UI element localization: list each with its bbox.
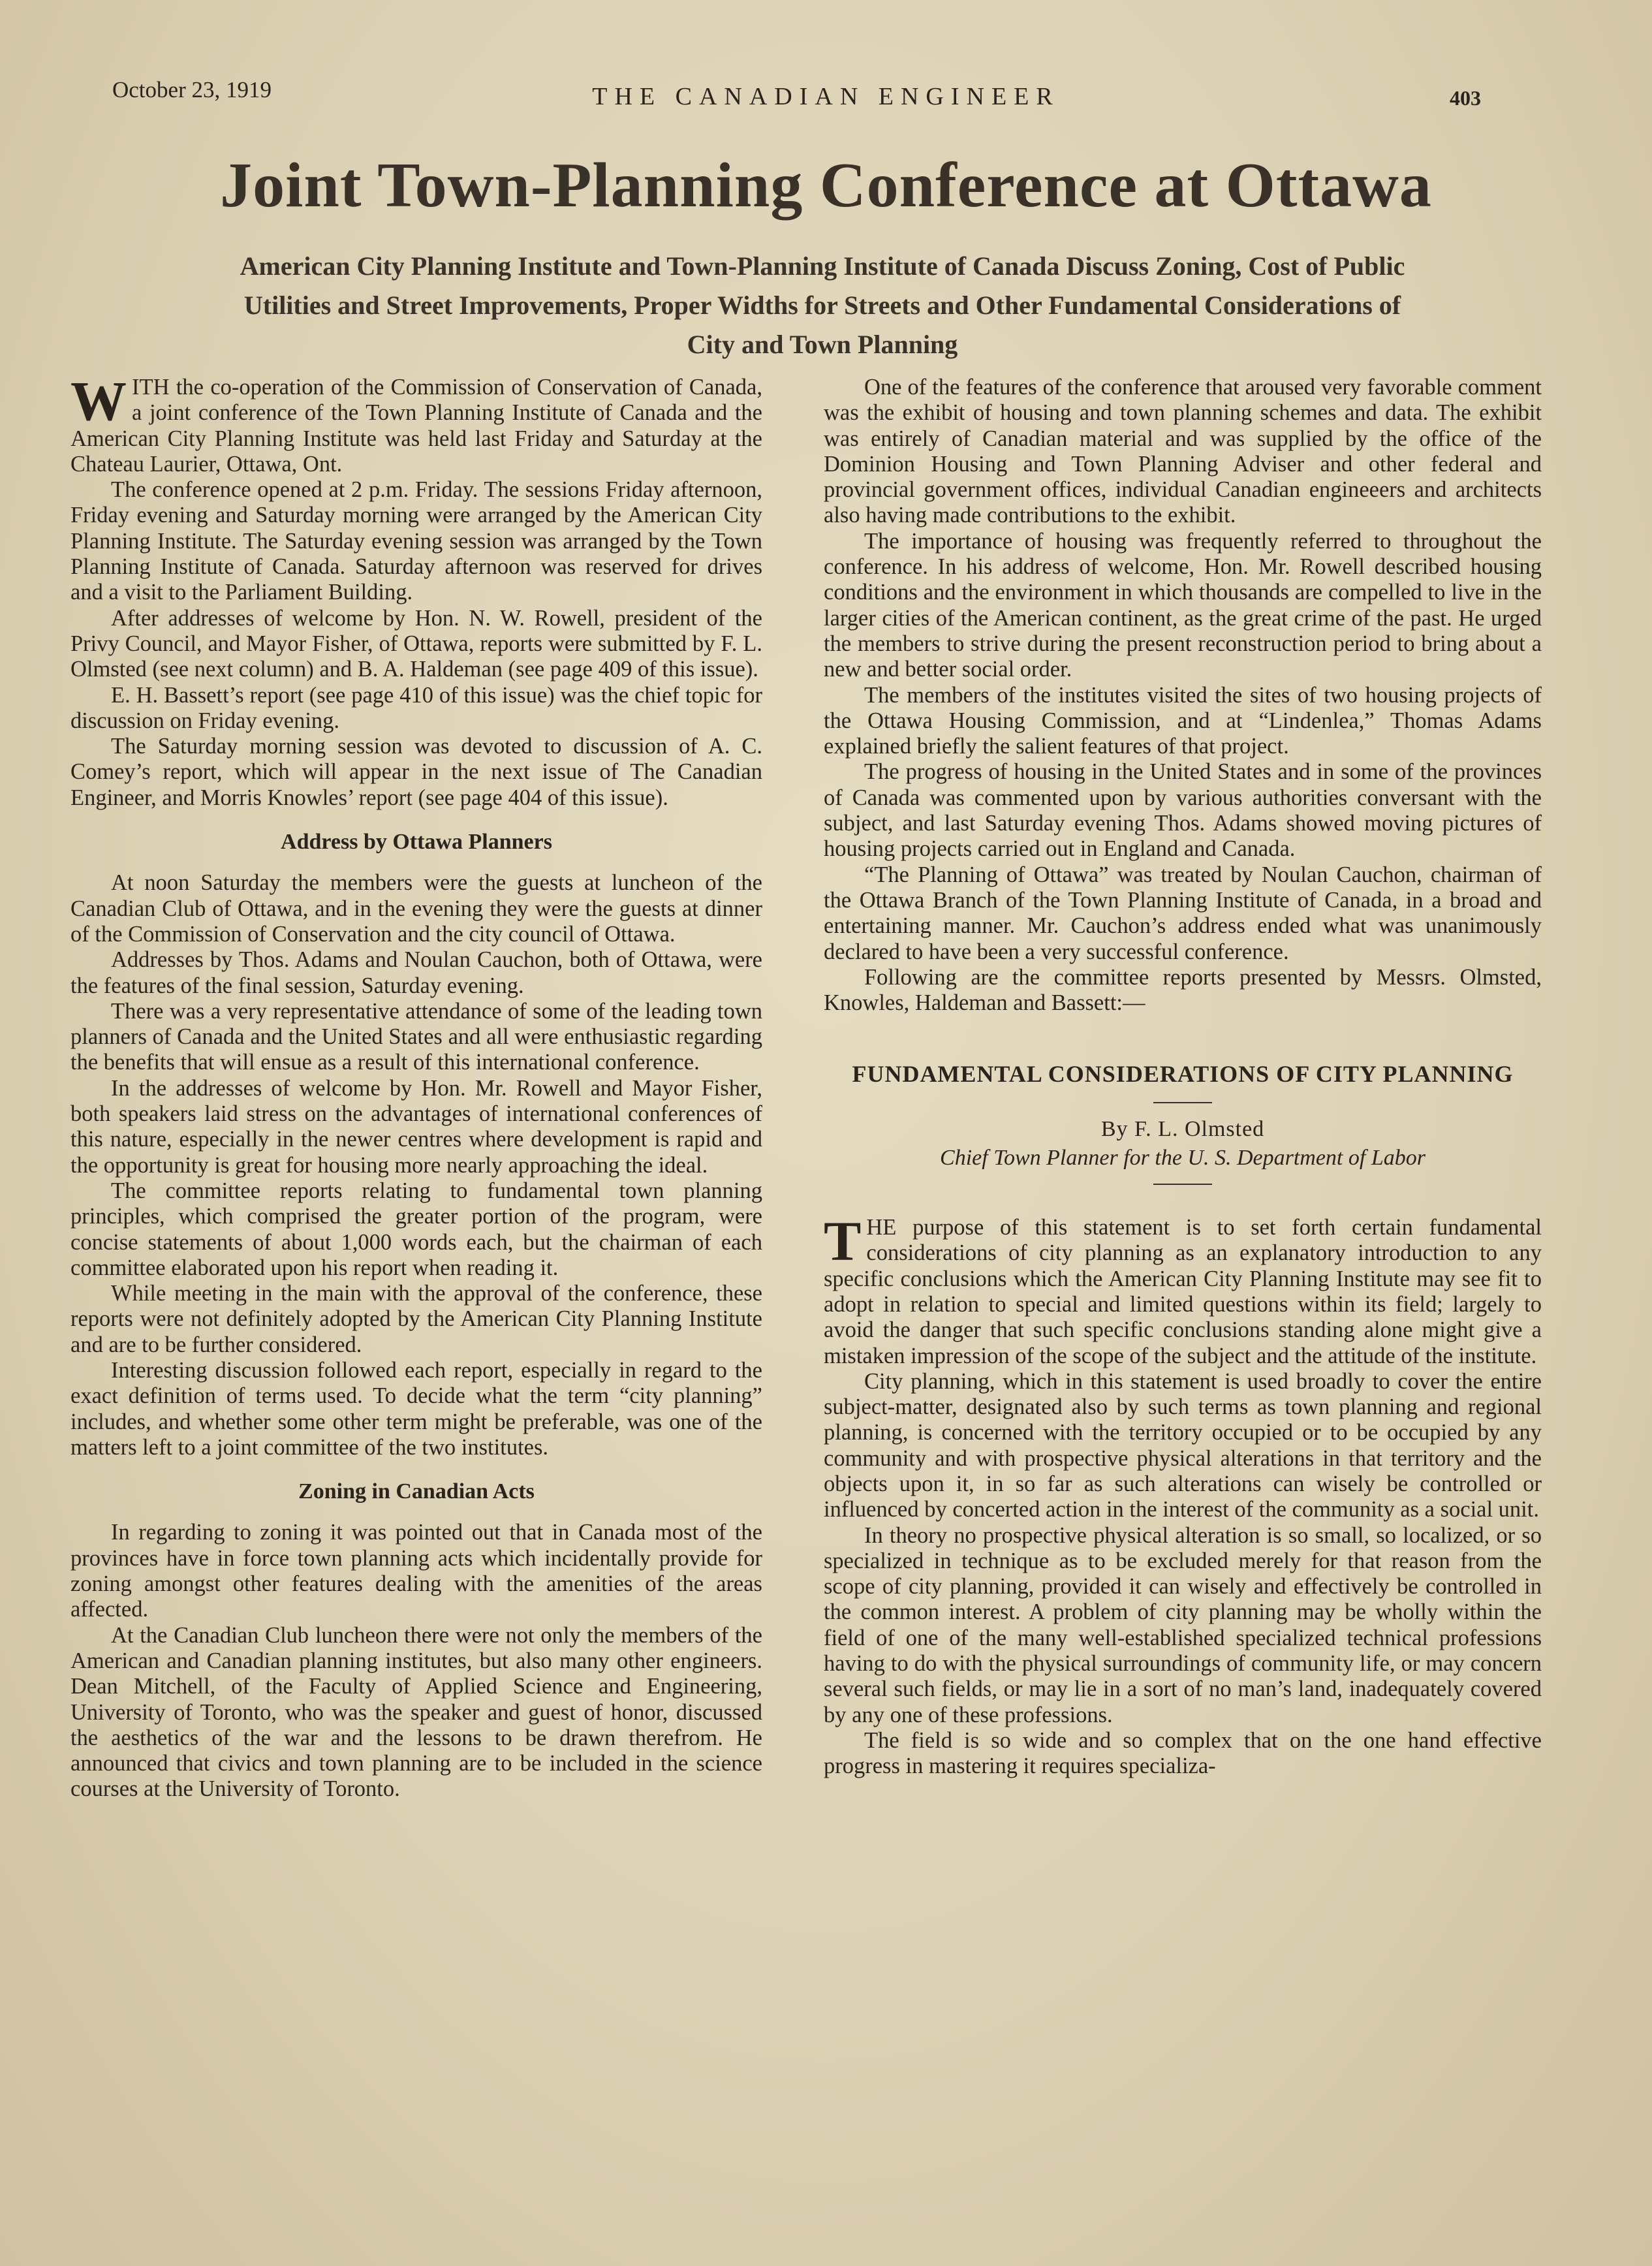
paragraph: At the Canadian Club luncheon there were not only the members of the American and Canadian planning institutes, but also many other engineers. Dean Mitchell, of the Faculty of Applied Science and Engineering, University of Toronto, who was the speaker and guest of honor, discussed the aesthetics of the war and the lessons to be drawn therefrom. He announced that civics and town planning are to be included in the science courses at the University of Toronto. (70, 1622, 762, 1802)
paragraph: In the addresses of welcome by Hon. Mr. Rowell and Mayor Fisher, both speakers laid stress on the advantages of international conferences of this nature, especially in the newer centres where development is rapid and the opportunity is great for housing more nearly approaching the ideal. (70, 1075, 762, 1178)
issue-date: October 23, 1919 (112, 77, 272, 102)
left-column (70, 370, 762, 1802)
paragraph: “The Planning of Ottawa” was treated by Noulan Cauchon, chairman of the Ottawa Branch of the Town Planning Institute of Canada, in a broad and entertaining manner. Mr. Cauchon’s address ended what was unanimously declared to have been a very successful conference. (824, 862, 1542, 964)
subhead: Address by Ottawa Planners (281, 830, 552, 855)
paragraph: After addresses of welcome by Hon. N. W. Rowell, president of the Privy Council, and Mayor Fisher, of Ottawa, reports were submitted by F. L. Olmsted (see next column) and B. A. Haldeman (see page 409 of this issue). (70, 605, 762, 682)
paragraph-text: HE purpose of this statement is to set forth certain fundamental considerations of city planning as an explanatory introduction to any specific conclusions which the American City Planning Institute may see fit to adopt in relation to special and limited questions within its field; largely to avoid the danger that such specific conclusions standing alone might give a mistaken impression of the scope of the subject and the attitude of the institute. (824, 1215, 1542, 1368)
paragraph: In regarding to zoning it was pointed out that in Canada most of the provinces have in force town planning acts which incidentally provide for zoning amongst other features dealing with the amenities of the areas affected. (70, 1520, 762, 1622)
paragraph: E. H. Bassett’s report (see page 410 of this issue) was the chief topic for discussion on Friday evening. (70, 682, 762, 733)
paragraph: Addresses by Thos. Adams and Noulan Cauchon, both of Ottawa, were the features of the final session, Saturday evening. (70, 947, 762, 998)
paragraph: In theory no prospective physical alteration is so small, so localized, or so specialized in technique as to be excluded merely for that reason from the scope of city planning, provided it can wisely and effectively be controlled in the common interest. A problem of city planning may be wholly within the field of one of the many well-established specialized technical professions having to do with the physical surroundings of community life, or may concern several such fields, or may lie in a sort of no man’s land, inadequately covered by any one of these professions. (824, 1522, 1542, 1727)
divider (1153, 1102, 1212, 1103)
page-number: 403 (1450, 86, 1481, 110)
paragraph: City planning, which in this statement is used broadly to cover the entire subject-matter, designated also by such terms as town planning and regional planning, is concerned with the territory occupied or to be occupied by any community and with prospective physical alterations in that territory and the objects upon it, in so far as such alterations can wisely be controlled or influenced by concerted action in the interest of the community as a social unit. (824, 1368, 1542, 1522)
paragraph: Following are the committee reports presented by Messrs. Olmsted, Knowles, Haldeman and Bassett:— (824, 964, 1542, 1016)
byline: By F. L. Olmsted (1100, 1117, 1265, 1142)
paragraph: The conference opened at 2 p.m. Friday. The sessions Friday afternoon, Friday evening and Saturday morning were arranged by the American City Planning Institute. The Saturday evening session was arranged by the Town Planning Institute of Canada. Saturday afternoon was reserved for drives and a visit to the Parliament Building. (70, 477, 762, 605)
section-title: FUNDAMENTAL CONSIDERATIONS OF CITY PLANNING (852, 1061, 1514, 1088)
divider (1153, 1184, 1212, 1185)
paragraph (70, 370, 762, 477)
paragraph (824, 1210, 1542, 1369)
paragraph: There was a very representative attendance of some of the leading town planners of Canada and the United States and all were enthusiastic regarding the benefits that will ensue as a result of this international conference. (70, 998, 762, 1075)
paragraph: At noon Saturday the members were the guests at luncheon of the Canadian Club of Ottawa, and in the evening they were the guests at dinner of the Commission of Conservation and the city council of Ottawa. (70, 870, 762, 947)
journal-title: THE CANADIAN ENGINEER (592, 83, 1060, 110)
paragraph: The members of the institutes visited the sites of two housing projects of the Ottawa Housing Commission, and at “Lindenlea,” Thomas Adams explained briefly the salient features of that project. (824, 682, 1542, 759)
paragraph: While meeting in the main with the approval of the conference, these reports were not definitely adopted by the American City Planning Institute and are to be further considered. (70, 1281, 762, 1357)
drop-cap: T (824, 1210, 862, 1273)
paragraph: The committee reports relating to fundamental town planning principles, which comprised the greater portion of the program, were concise statements of about 1,000 words each, but the chairman of each committee elaborated upon his report when reading it. (70, 1178, 762, 1280)
paragraph: One of the features of the conference that aroused very favorable comment was the exhibit of housing and town planning schemes and data. The exhibit was entirely of Canadian material and was supplied by the office of the Dominion Housing and Town Planning Adviser and other federal and provincial government offices, individual Canadian engineeers and architects also having made contributions to the exhibit. (824, 375, 1542, 528)
running-head (0, 77, 1652, 116)
right-column (824, 375, 1542, 1780)
byline-title: Chief Town Planner for the U. S. Department of Labor (940, 1145, 1426, 1170)
paragraph: The progress of housing in the United States and in some of the provinces of Canada was commented upon by various authorities conversant with the subject, and last Saturday evening Thos. Adams showed moving pictures of housing projects carried out in England and Canada. (824, 759, 1542, 862)
paragraph: Interesting discussion followed each report, especially in regard to the exact definition of terms used. To decide what the term “city planning” includes, and whether some other term might be preferable, was one of the matters left to a joint committee of the two institutes. (70, 1357, 762, 1460)
paragraph: The field is so wide and so complex that on the one hand effective progress in mastering it requires specializa- (824, 1727, 1542, 1779)
article-headline: Joint Town-Planning Conference at Ottawa (220, 150, 1432, 221)
drop-cap: W (70, 370, 127, 432)
paragraph: The importance of housing was frequently referred to throughout the conference. In his address of welcome, Hon. Mr. Rowell described housing conditions and the environment in which thousands are compelled to live in the larger cities of the American continent, as the great crime of the past. He urged the members to strive during the present reconstruction period to bring about a new and better social order. (824, 528, 1542, 682)
paragraph-text: ITH the co-operation of the Commission of Conservation of Canada, a joint conference of the Town Planning Institute of Canada and the American City Planning Institute was held last Friday and Saturday at the Chateau Laurier, Ottawa, Ont. (70, 375, 762, 477)
article-deck: American City Planning Institute and Town-Planning Institute of Canada Discuss Zoning, Cost of Public Utilities and Street Improvements, Proper Widths for Streets and Other Fundamental Considerations of City and Town Planning (240, 251, 1405, 359)
subhead: Zoning in Canadian Acts (298, 1479, 535, 1504)
paragraph: The Saturday morning session was devoted to discussion of A. C. Comey’s report, which will appear in the next issue of The Canadian Engineer, and Morris Knowles’ report (see page 404 of this issue). (70, 734, 762, 810)
